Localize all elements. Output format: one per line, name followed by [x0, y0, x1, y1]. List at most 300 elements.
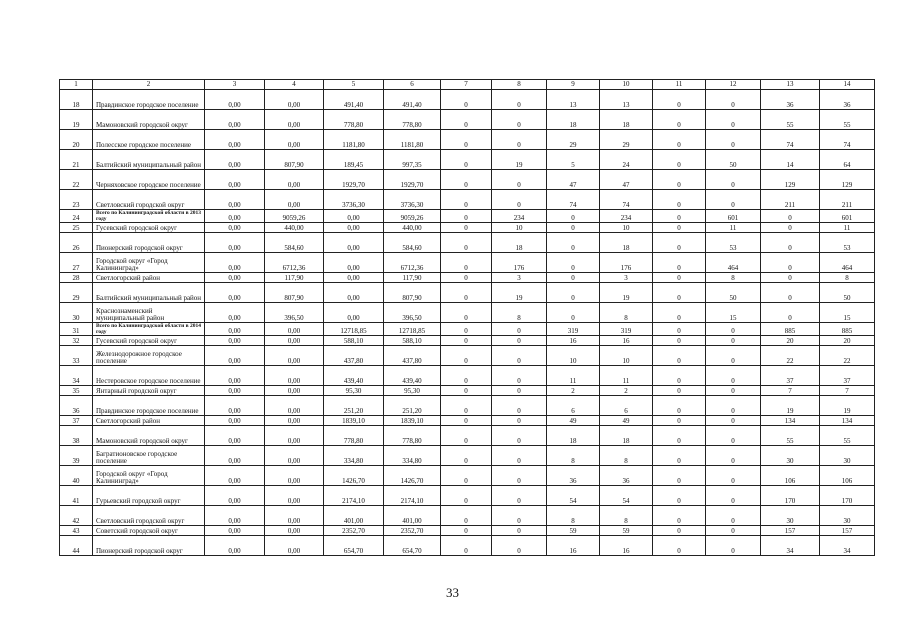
column-number-header: 9	[547, 80, 600, 90]
value-cell: 8	[547, 506, 600, 526]
value-cell: 0	[653, 223, 706, 233]
value-cell: 0	[706, 466, 761, 486]
value-cell: 6712,36	[384, 253, 441, 273]
value-cell: 8	[600, 506, 653, 526]
value-cell: 0	[653, 210, 706, 223]
value-cell: 0,00	[205, 90, 265, 110]
value-cell: 18	[600, 110, 653, 130]
value-cell: 778,80	[324, 110, 384, 130]
value-cell: 211	[761, 190, 820, 210]
value-cell: 0	[441, 170, 492, 190]
row-number-cell: 43	[60, 526, 93, 536]
value-cell: 885	[761, 323, 820, 336]
value-cell: 30	[820, 446, 875, 466]
column-number-header: 3	[205, 80, 265, 90]
column-number-header: 14	[820, 80, 875, 90]
value-cell: 15	[820, 303, 875, 323]
value-cell: 16	[600, 336, 653, 346]
column-number-header: 10	[600, 80, 653, 90]
table-row	[60, 253, 875, 273]
value-cell: 437,80	[324, 346, 384, 366]
value-cell: 1181,80	[324, 130, 384, 150]
table-body	[60, 80, 875, 556]
value-cell: 0	[441, 396, 492, 416]
value-cell: 0,00	[205, 283, 265, 303]
value-cell: 0	[706, 486, 761, 506]
value-cell: 0,00	[324, 273, 384, 283]
value-cell: 8	[820, 273, 875, 283]
column-number-header: 6	[384, 80, 441, 90]
row-number-cell: 30	[60, 303, 93, 323]
value-cell: 0	[653, 233, 706, 253]
value-cell: 0	[492, 446, 547, 466]
value-cell: 74	[761, 130, 820, 150]
value-cell: 18	[547, 426, 600, 446]
value-cell: 0	[441, 303, 492, 323]
value-cell: 54	[547, 486, 600, 506]
value-cell: 7	[761, 386, 820, 396]
value-cell: 0	[706, 336, 761, 346]
value-cell: 0	[492, 526, 547, 536]
table-row	[60, 466, 875, 486]
table-row	[60, 283, 875, 303]
value-cell: 251,20	[324, 396, 384, 416]
value-cell: 601	[820, 210, 875, 223]
value-cell: 0,00	[205, 486, 265, 506]
value-cell: 0,00	[265, 426, 324, 446]
table-row	[60, 90, 875, 110]
value-cell: 0	[441, 110, 492, 130]
value-cell: 0	[441, 90, 492, 110]
municipality-name-cell: Городской округ «Город Калининград»	[93, 466, 205, 486]
value-cell: 8	[600, 446, 653, 466]
value-cell: 0	[653, 273, 706, 283]
row-number-cell: 37	[60, 416, 93, 426]
value-cell: 0	[706, 536, 761, 556]
value-cell: 0,00	[205, 210, 265, 223]
municipality-name-cell: Краснознаменский муниципальный район	[93, 303, 205, 323]
value-cell: 106	[761, 466, 820, 486]
page-number: 33	[446, 585, 459, 600]
value-cell: 0,00	[205, 233, 265, 253]
value-cell: 0,00	[205, 446, 265, 466]
row-number-cell: 25	[60, 223, 93, 233]
row-number-cell: 44	[60, 536, 93, 556]
value-cell: 0	[653, 283, 706, 303]
value-cell: 129	[761, 170, 820, 190]
value-cell: 0	[492, 416, 547, 426]
value-cell: 439,40	[384, 366, 441, 386]
value-cell: 0	[441, 446, 492, 466]
value-cell: 0	[441, 323, 492, 336]
value-cell: 3736,30	[384, 190, 441, 210]
value-cell: 10	[600, 223, 653, 233]
value-cell: 654,70	[384, 536, 441, 556]
column-number-header: 8	[492, 80, 547, 90]
value-cell: 15	[706, 303, 761, 323]
value-cell: 0	[706, 446, 761, 466]
value-cell: 0	[706, 110, 761, 130]
value-cell: 0	[492, 170, 547, 190]
value-cell: 30	[761, 446, 820, 466]
value-cell: 0	[492, 346, 547, 366]
value-cell: 74	[820, 130, 875, 150]
column-number-header: 1	[60, 80, 93, 90]
municipality-name-cell: Светлогорский район	[93, 273, 205, 283]
value-cell: 59	[547, 526, 600, 536]
value-cell: 0	[492, 466, 547, 486]
municipality-name-cell: Железнодорожное городское поселение	[93, 346, 205, 366]
value-cell: 0	[441, 486, 492, 506]
value-cell: 12718,85	[384, 323, 441, 336]
value-cell: 0	[653, 253, 706, 273]
value-cell: 55	[820, 110, 875, 130]
municipality-name-cell: Советский городской округ	[93, 526, 205, 536]
value-cell: 1929,70	[384, 170, 441, 190]
value-cell: 0	[653, 190, 706, 210]
value-cell: 0	[653, 396, 706, 416]
value-cell: 401,00	[324, 506, 384, 526]
municipality-name-cell: Янтарный городской округ	[93, 386, 205, 396]
total-row	[60, 210, 875, 223]
value-cell: 319	[600, 323, 653, 336]
value-cell: 584,60	[384, 233, 441, 253]
value-cell: 20	[820, 336, 875, 346]
value-cell: 11	[820, 223, 875, 233]
value-cell: 3	[600, 273, 653, 283]
value-cell: 0	[706, 506, 761, 526]
table-row	[60, 416, 875, 426]
value-cell: 0	[706, 190, 761, 210]
value-cell: 0	[761, 253, 820, 273]
value-cell: 0,00	[205, 170, 265, 190]
value-cell: 0,00	[265, 526, 324, 536]
value-cell: 11	[600, 366, 653, 386]
value-cell: 588,10	[384, 336, 441, 346]
value-cell: 0	[441, 210, 492, 223]
row-number-cell: 33	[60, 346, 93, 366]
table-row	[60, 366, 875, 386]
value-cell: 491,40	[384, 90, 441, 110]
value-cell: 0,00	[205, 336, 265, 346]
table-row	[60, 346, 875, 366]
value-cell: 0	[441, 526, 492, 536]
value-cell: 0	[441, 506, 492, 526]
value-cell: 95,30	[384, 386, 441, 396]
value-cell: 0,00	[324, 283, 384, 303]
value-cell: 95,30	[324, 386, 384, 396]
data-table	[59, 79, 875, 556]
municipality-name-cell: Всего по Калининградской области в 2013 году	[93, 210, 205, 223]
municipality-name-cell: Светлогорский район	[93, 416, 205, 426]
value-cell: 1929,70	[324, 170, 384, 190]
value-cell: 29	[600, 130, 653, 150]
value-cell: 0	[547, 283, 600, 303]
value-cell: 0	[706, 366, 761, 386]
row-number-cell: 19	[60, 110, 93, 130]
value-cell: 50	[706, 283, 761, 303]
value-cell: 0,00	[205, 150, 265, 170]
value-cell: 13	[600, 90, 653, 110]
value-cell: 6	[547, 396, 600, 416]
table-row	[60, 170, 875, 190]
value-cell: 0	[441, 366, 492, 386]
value-cell: 778,80	[384, 110, 441, 130]
value-cell: 0	[761, 223, 820, 233]
municipality-name-cell: Мамоновский городской округ	[93, 110, 205, 130]
value-cell: 0,00	[205, 190, 265, 210]
value-cell: 117,90	[384, 273, 441, 283]
value-cell: 36	[600, 466, 653, 486]
value-cell: 0	[706, 386, 761, 396]
value-cell: 47	[600, 170, 653, 190]
value-cell: 1839,10	[384, 416, 441, 426]
value-cell: 0	[547, 273, 600, 283]
value-cell: 53	[706, 233, 761, 253]
value-cell: 0,00	[205, 396, 265, 416]
value-cell: 0,00	[205, 223, 265, 233]
value-cell: 0	[441, 233, 492, 253]
value-cell: 24	[600, 150, 653, 170]
value-cell: 117,90	[265, 273, 324, 283]
value-cell: 0,00	[324, 303, 384, 323]
value-cell: 0	[653, 336, 706, 346]
value-cell: 0,00	[205, 416, 265, 426]
table-row	[60, 303, 875, 323]
value-cell: 0	[653, 426, 706, 446]
value-cell: 0	[492, 486, 547, 506]
value-cell: 0	[761, 283, 820, 303]
value-cell: 234	[492, 210, 547, 223]
row-number-cell: 28	[60, 273, 93, 283]
value-cell: 0	[441, 273, 492, 283]
value-cell: 0	[492, 386, 547, 396]
value-cell: 0	[706, 90, 761, 110]
value-cell: 34	[761, 536, 820, 556]
value-cell: 9059,26	[384, 210, 441, 223]
table-row	[60, 273, 875, 283]
column-number-header: 2	[93, 80, 205, 90]
value-cell: 19	[492, 283, 547, 303]
value-cell: 176	[600, 253, 653, 273]
value-cell: 778,80	[384, 426, 441, 446]
column-number-header: 12	[706, 80, 761, 90]
value-cell: 16	[547, 536, 600, 556]
value-cell: 0,00	[265, 536, 324, 556]
value-cell: 157	[820, 526, 875, 536]
value-cell: 14	[761, 150, 820, 170]
value-cell: 29	[547, 130, 600, 150]
value-cell: 5	[547, 150, 600, 170]
value-cell: 0	[761, 210, 820, 223]
value-cell: 0	[441, 130, 492, 150]
value-cell: 19	[761, 396, 820, 416]
value-cell: 8	[600, 303, 653, 323]
value-cell: 189,45	[324, 150, 384, 170]
value-cell: 0	[441, 150, 492, 170]
value-cell: 9059,26	[265, 210, 324, 223]
value-cell: 16	[600, 536, 653, 556]
value-cell: 0,00	[265, 190, 324, 210]
table-row	[60, 446, 875, 466]
value-cell: 0	[441, 336, 492, 346]
value-cell: 55	[761, 426, 820, 446]
municipality-name-cell: Черняховское городское поселение	[93, 170, 205, 190]
value-cell: 0	[653, 526, 706, 536]
table-row	[60, 536, 875, 556]
value-cell: 0	[547, 233, 600, 253]
value-cell: 0,00	[265, 506, 324, 526]
value-cell: 0	[492, 110, 547, 130]
value-cell: 0	[706, 170, 761, 190]
value-cell: 18	[600, 426, 653, 446]
value-cell: 36	[547, 466, 600, 486]
value-cell: 2352,70	[324, 526, 384, 536]
value-cell: 0	[653, 303, 706, 323]
value-cell: 0	[441, 466, 492, 486]
row-number-cell: 31	[60, 323, 93, 336]
value-cell: 3736,30	[324, 190, 384, 210]
value-cell: 0,00	[205, 426, 265, 446]
value-cell: 30	[761, 506, 820, 526]
table-row	[60, 233, 875, 253]
value-cell: 0	[653, 110, 706, 130]
value-cell: 170	[761, 486, 820, 506]
value-cell: 36	[820, 90, 875, 110]
value-cell: 319	[547, 323, 600, 336]
value-cell: 0	[653, 366, 706, 386]
column-number-header: 13	[761, 80, 820, 90]
value-cell: 778,80	[324, 426, 384, 446]
column-number-header: 5	[324, 80, 384, 90]
value-cell: 0	[441, 426, 492, 446]
value-cell: 0	[761, 303, 820, 323]
value-cell: 34	[820, 536, 875, 556]
value-cell: 157	[761, 526, 820, 536]
value-cell: 2	[547, 386, 600, 396]
value-cell: 2352,70	[384, 526, 441, 536]
value-cell: 0	[492, 366, 547, 386]
row-number-cell: 39	[60, 446, 93, 466]
municipality-name-cell: Всего по Калининградской области в 2014 году	[93, 323, 205, 336]
row-number-cell: 41	[60, 486, 93, 506]
value-cell: 1426,70	[384, 466, 441, 486]
value-cell: 0	[441, 346, 492, 366]
value-cell: 106	[820, 466, 875, 486]
table-row	[60, 426, 875, 446]
value-cell: 807,90	[265, 283, 324, 303]
column-number-header: 4	[265, 80, 324, 90]
row-number-cell: 29	[60, 283, 93, 303]
value-cell: 49	[547, 416, 600, 426]
value-cell: 807,90	[265, 150, 324, 170]
municipality-name-cell: Гусевский городской округ	[93, 223, 205, 233]
value-cell: 0	[441, 536, 492, 556]
value-cell: 0	[653, 446, 706, 466]
value-cell: 0,00	[265, 336, 324, 346]
value-cell: 0,00	[265, 486, 324, 506]
value-cell: 59	[600, 526, 653, 536]
column-number-header: 7	[441, 80, 492, 90]
header-row	[60, 80, 875, 90]
value-cell: 401,00	[384, 506, 441, 526]
value-cell: 37	[820, 366, 875, 386]
row-number-cell: 34	[60, 366, 93, 386]
value-cell: 0	[441, 283, 492, 303]
value-cell: 11	[706, 223, 761, 233]
table-row	[60, 386, 875, 396]
value-cell: 13	[547, 90, 600, 110]
row-number-cell: 38	[60, 426, 93, 446]
value-cell: 0,00	[205, 366, 265, 386]
value-cell: 8	[492, 303, 547, 323]
value-cell: 50	[820, 283, 875, 303]
value-cell: 18	[547, 110, 600, 130]
value-cell: 11	[547, 366, 600, 386]
value-cell: 74	[600, 190, 653, 210]
municipality-name-cell: Гурьевский городской округ	[93, 486, 205, 506]
row-number-cell: 24	[60, 210, 93, 223]
value-cell: 8	[547, 446, 600, 466]
value-cell: 0,00	[205, 323, 265, 336]
value-cell: 1839,10	[324, 416, 384, 426]
value-cell: 18	[600, 233, 653, 253]
value-cell: 0	[653, 486, 706, 506]
value-cell: 396,50	[384, 303, 441, 323]
value-cell: 54	[600, 486, 653, 506]
value-cell: 0,00	[205, 130, 265, 150]
value-cell: 50	[706, 150, 761, 170]
value-cell: 0	[653, 416, 706, 426]
municipality-name-cell: Мамоновский городской округ	[93, 426, 205, 446]
value-cell: 0	[761, 233, 820, 253]
municipality-name-cell: Городской округ «Город Калининград»	[93, 253, 205, 273]
row-number-cell: 27	[60, 253, 93, 273]
value-cell: 440,00	[384, 223, 441, 233]
value-cell: 654,70	[324, 536, 384, 556]
value-cell: 30	[820, 506, 875, 526]
row-number-cell: 36	[60, 396, 93, 416]
municipality-name-cell: Полесское городское поселение	[93, 130, 205, 150]
value-cell: 0	[761, 273, 820, 283]
municipality-name-cell: Светловский городской округ	[93, 506, 205, 526]
municipality-name-cell: Багратионовское городское поселение	[93, 446, 205, 466]
table-row	[60, 506, 875, 526]
value-cell: 0	[653, 90, 706, 110]
municipality-name-cell: Правдинское городское поселение	[93, 90, 205, 110]
value-cell: 134	[820, 416, 875, 426]
value-cell: 20	[761, 336, 820, 346]
total-row	[60, 323, 875, 336]
row-number-cell: 40	[60, 466, 93, 486]
value-cell: 0	[653, 130, 706, 150]
municipality-name-cell: Пионерский городской округ	[93, 536, 205, 556]
table-row	[60, 396, 875, 416]
value-cell: 0,00	[265, 396, 324, 416]
value-cell: 36	[761, 90, 820, 110]
value-cell: 0,00	[265, 346, 324, 366]
value-cell: 0,00	[205, 253, 265, 273]
row-number-cell: 35	[60, 386, 93, 396]
value-cell: 437,80	[384, 346, 441, 366]
row-number-cell: 22	[60, 170, 93, 190]
value-cell: 334,80	[324, 446, 384, 466]
table-row	[60, 486, 875, 506]
value-cell: 64	[820, 150, 875, 170]
value-cell: 0	[653, 536, 706, 556]
value-cell: 1426,70	[324, 466, 384, 486]
value-cell: 0	[653, 170, 706, 190]
